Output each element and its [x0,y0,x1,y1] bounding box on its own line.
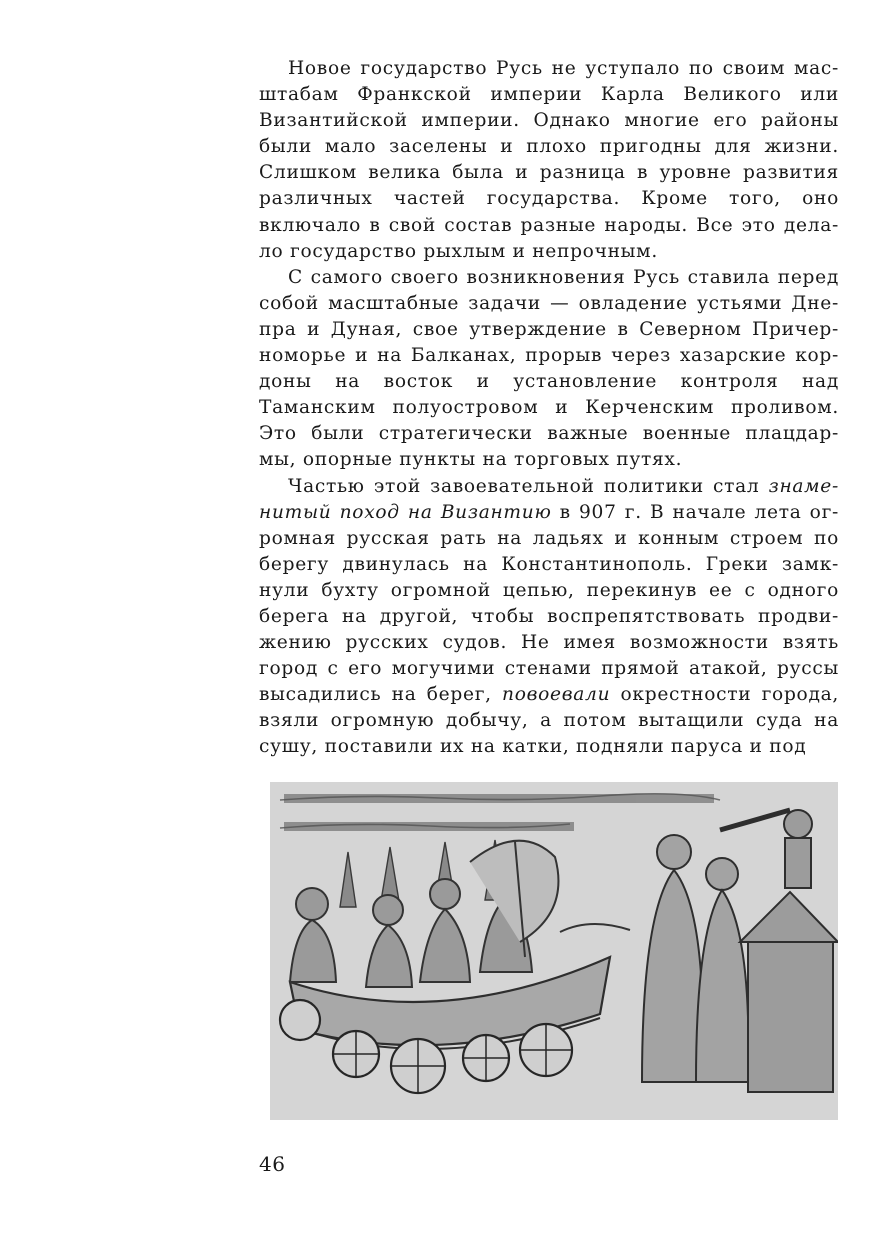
text-line [259,630,839,656]
paragraph [259,56,839,265]
italic-term: знаме- [768,475,839,497]
text-segment: ромная русская рать на ладьях и конным строем по [259,527,839,549]
text-line [259,186,839,212]
page-number: 46 [259,1152,286,1176]
text-line [259,160,839,186]
text-segment: штабам Франкской империи Карла Великого или [259,84,839,106]
paragraph [259,265,839,474]
italic-term: нитый поход на Византию [259,501,552,523]
text-line [259,682,839,708]
text-line [259,265,839,291]
text-line [259,317,839,343]
text-segment: мы, опорные пункты на торговых путях. [259,449,683,471]
text-segment: Таманским полуостровом и Керченским проливом. [259,397,839,419]
text-segment: номорье и на Балканах, прорыв через хазарские кор- [259,345,839,367]
italic-term: повоевали [502,684,611,706]
text-line [259,552,839,578]
text-segment: берега на другой, чтобы воспрепятствовать продви- [259,605,839,627]
paragraph [259,474,839,761]
chronicle-miniature [270,782,838,1120]
text-line [259,421,839,447]
text-line [259,578,839,604]
text-line [259,604,839,630]
text-segment: С самого своего возникновения Русь ставила перед [288,266,839,288]
text-line [259,708,839,734]
text-segment: различных частей государства. Кроме того, оно [259,188,839,210]
text-segment: окрестности города, [610,684,839,706]
text-segment: Новое государство Русь не уступало по своим мас- [288,58,839,79]
body-text [259,56,839,761]
text-line [259,500,839,526]
text-line [259,526,839,552]
text-segment: жению русских судов. Не имея возможности взять [259,632,839,654]
text-segment: Частью этой завоевательной политики стал [288,475,769,497]
text-line [259,734,839,760]
text-line [259,108,839,134]
text-segment: взяли огромную добычу, а потом вытащили суда на [259,710,839,732]
text-segment: в 907 г. В начале лета ог- [551,501,839,523]
text-segment: берегу двинулась на Константинополь. Греки замк- [259,553,839,575]
text-segment: собой масштабные задачи — овладение устьями Дне- [259,292,839,314]
text-line [259,447,839,473]
text-segment: сушу, поставили их на катки, подняли паруса и под [259,736,807,758]
text-line [259,291,839,317]
text-segment: доны на восток и установление контроля над [259,371,839,393]
text-segment: Византийской империи. Однако многие его районы [259,110,839,132]
text-line [259,474,839,500]
text-segment: пра и Дуная, свое утверждение в Северном Причер- [259,318,839,340]
text-line [259,369,839,395]
text-segment: Это были стратегически важные военные плацдар- [259,423,839,445]
text-segment: нули бухту огромной цепью, перекинув ее с одного [259,579,839,601]
text-segment: Слишком велика была и разница в уровне развития [259,162,839,184]
text-segment: включало в свой состав разные народы. Все это дела- [259,214,839,236]
text-line [259,239,839,265]
text-line [259,213,839,239]
text-segment: были мало заселены и плохо пригодны для жизни. [259,136,839,158]
text-line [259,56,839,82]
text-line [259,656,839,682]
text-segment: ло государство рыхлым и непрочным. [259,240,658,262]
text-line [259,82,839,108]
text-line [259,395,839,421]
boats-on-wheels-miniature-image [270,782,838,1120]
text-line [259,343,839,369]
text-segment: высадились на берег, [259,684,503,706]
text-segment: город с его могучими стенами прямой атакой, руссы [259,658,839,680]
text-line [259,134,839,160]
